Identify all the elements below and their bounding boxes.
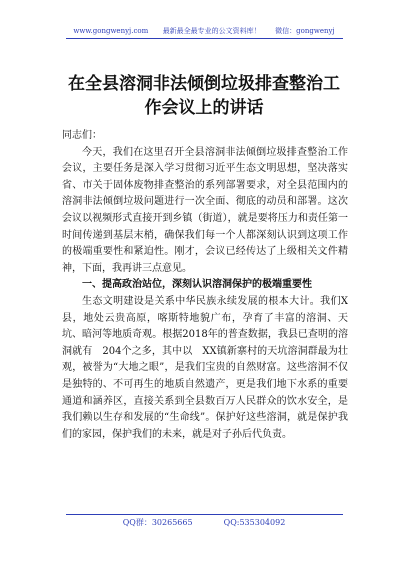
header-slogan: 最新最全最专业的公文资料库！ [162, 27, 261, 35]
salutation: 同志们： [62, 130, 102, 141]
document-body [62, 128, 348, 443]
footer-qq-group: QQ群：30265665 [122, 518, 193, 527]
page-footer [0, 518, 408, 528]
paragraph-ecology: 生态文明建设是关系中华民族永续发展的根本大计。我们X县，地处云贵高原，喀斯特地貌广布，孕育了丰富的溶洞、天坑、暗河等地质奇观。根据2018年的普查数据，我县已查明的溶洞就有 204个之多，其中以 XX镇新寨村的天坑溶洞群最为壮观，被誉为“大地之眼”，是我们宝贵的自然财富。这些溶洞不仅是独特的、不可再生的地质自然遗产，更是我们地下水系的重要通道和涵养区，直接关系到全县数百万人民群众的饮水安全，是我们赖以生存和发展的“生命线”。保护好这些溶洞，就是保护我们的家园，保护我们的未来，就是对子孙后代负责。 [62, 295, 348, 440]
page-header [0, 27, 408, 36]
paragraph-intro: 今天，我们在这里召开全县溶洞非法倾倒垃圾排查整治工作会议，主要任务是深入学习贯彻习近平生态文明思想，坚决落实省、市关于固体废物排查整治的系列部署要求，对全县范围内的溶洞非法倾倒垃圾问题进行一次全面、彻底的动员和部署。这次会议以视频形式直接开到乡镇（街道），就是要将压力和责任第一时间传递到基层末梢，确保我们每一个人都深刻认识到这项工作的极端重要性和紧迫性。刚才，会议已经传达了上级相关文件精神，下面，我再讲三点意见。 [62, 146, 348, 274]
footer-qq: QQ:535304092 [223, 518, 286, 527]
section-heading-1: 一、提高政治站位，深刻认识溶洞保护的极端重要性 [82, 279, 312, 291]
document-title: 在全县溶洞非法倾倒垃圾排查整治工作会议上的讲话 [68, 74, 340, 118]
header-wechat: 微信：gongwenyj [275, 27, 335, 35]
header-divider [66, 38, 343, 39]
footer-divider [66, 514, 343, 515]
website-link[interactable]: www.gongwenyj.com [73, 27, 149, 35]
